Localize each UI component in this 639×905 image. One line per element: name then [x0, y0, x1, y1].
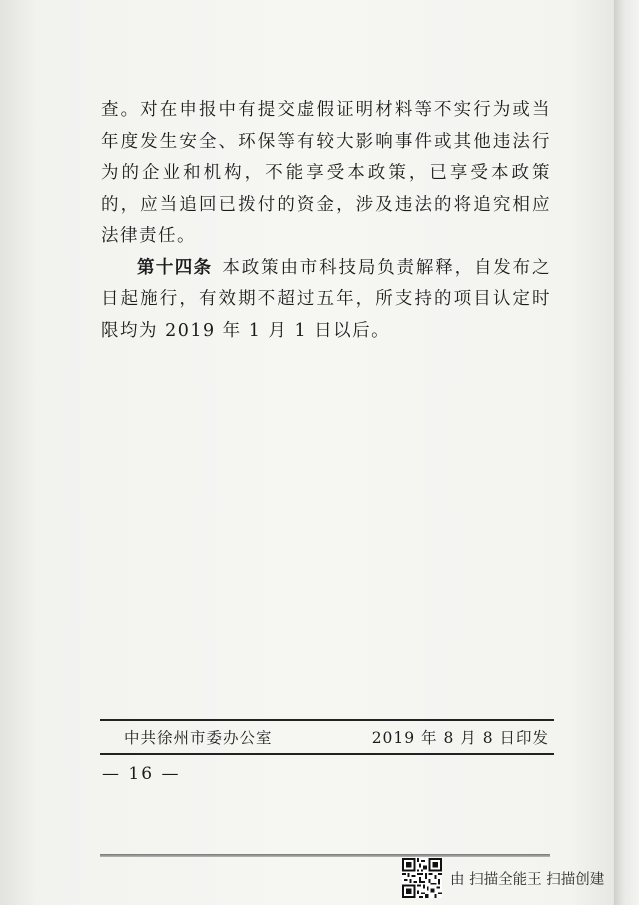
article-text: 本政策由市科技局负责解释，自发布之日起施行，有效期不超过五年，所支持的项目认定时限均为 2019 年 1 月 1 日以后。: [101, 257, 552, 341]
scanner-watermark: [402, 858, 604, 898]
watermark-text: 由 扫描全能王 扫描创建: [450, 871, 605, 888]
imprint-bottom-rule: [100, 753, 554, 755]
page-number: — 16 —: [102, 764, 181, 784]
page-edge: [614, 0, 639, 905]
issuing-office: 中共徐州市委办公室: [124, 729, 273, 747]
article-heading: 第十四条: [137, 257, 213, 278]
paragraph-continuation: 查。对在申报中有提交虚假证明材料等不实行为或当年度发生安全、环保等有较大影响事件或其他违法行为的企业和机构，不能享受本政策，已享受本政策的，应当追回已拨付的资金，涉及违法的将追究相应法律责任。: [101, 100, 551, 246]
qr-code-icon: [402, 858, 442, 898]
imprint-top-rule: [100, 719, 554, 721]
document-body: [101, 95, 551, 347]
scan-shadow-line: [100, 854, 550, 857]
article-14-paragraph: [101, 253, 551, 348]
issue-date: 2019 年 8 月 8 日印发: [371, 729, 549, 747]
